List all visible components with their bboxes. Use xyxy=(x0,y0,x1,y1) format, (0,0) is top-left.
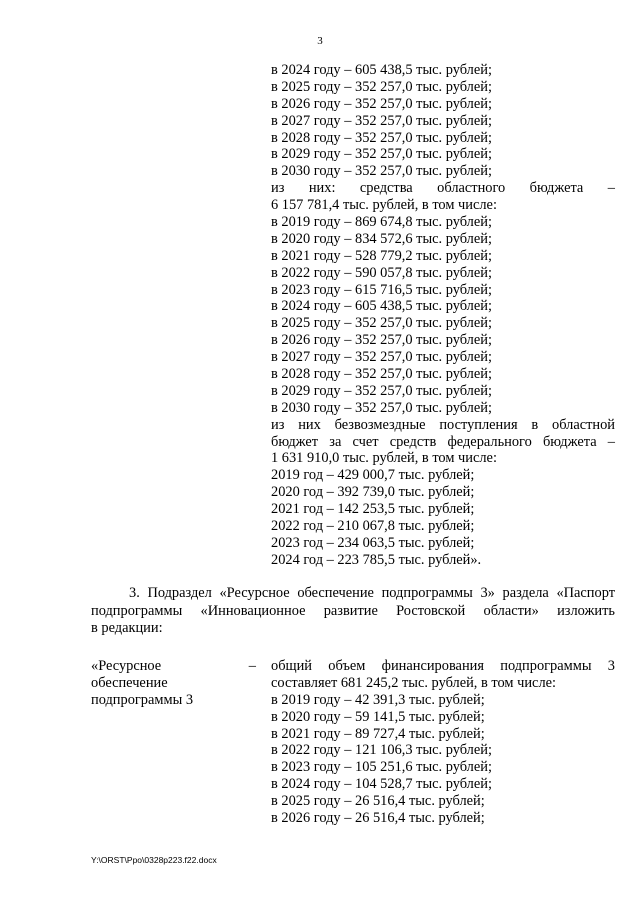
funding-line: в 2019 году – 869 674,8 тыс. рублей; xyxy=(271,214,492,231)
funding-line: в 2027 году – 352 257,0 тыс. рублей; xyxy=(271,112,492,129)
funding-line: в 2025 году – 26 516,4 тыс. рублей; xyxy=(271,793,485,810)
funding-block-top xyxy=(271,62,615,569)
funding-line: в 2024 году – 104 528,7 тыс. рублей; xyxy=(271,776,492,793)
funding-line: в 2022 году – 121 106,3 тыс. рублей; xyxy=(271,742,492,759)
funding-line: 2023 год – 234 063,5 тыс. рублей; xyxy=(271,534,475,551)
funding-line: 2022 год – 210 067,8 тыс. рублей; xyxy=(271,518,475,535)
funding-line: в 2026 году – 352 257,0 тыс. рублей; xyxy=(271,95,492,112)
funding-line: в 2030 году – 352 257,0 тыс. рублей; xyxy=(271,399,492,416)
funding-line: 2024 год – 223 785,5 тыс. рублей». xyxy=(271,551,482,568)
regional-budget-intro: из них: средства областного бюджета – xyxy=(271,180,615,197)
resource-value-column xyxy=(271,658,615,827)
section-3-paragraph xyxy=(91,585,615,638)
dash: – xyxy=(248,658,256,674)
funding-line: в 2022 году – 590 057,8 тыс. рублей; xyxy=(271,264,492,281)
federal-budget-intro: из них безвозмездные поступления в областной xyxy=(271,416,615,433)
resource-label: подпрограммы 3 xyxy=(91,691,194,708)
funding-line: в 2030 году – 352 257,0 тыс. рублей; xyxy=(271,163,492,180)
funding-line: в 2026 году – 26 516,4 тыс. рублей; xyxy=(271,810,485,827)
paragraph-line: в редакции: xyxy=(91,620,163,637)
funding-line: в 2025 году – 352 257,0 тыс. рублей; xyxy=(271,315,492,332)
resource-intro: общий объем финансирования подпрограммы 3 xyxy=(271,658,615,674)
regional-budget-total: 6 157 781,4 тыс. рублей, в том числе: xyxy=(271,197,497,214)
funding-line: в 2021 году – 528 779,2 тыс. рублей; xyxy=(271,247,492,264)
funding-line: в 2019 году – 42 391,3 тыс. рублей; xyxy=(271,691,485,708)
funding-line: в 2021 году – 89 727,4 тыс. рублей; xyxy=(271,725,485,742)
funding-line: 2019 год – 429 000,7 тыс. рублей; xyxy=(271,467,475,484)
funding-line: в 2027 году – 352 257,0 тыс. рублей; xyxy=(271,349,492,366)
funding-line: в 2024 году – 605 438,5 тыс. рублей; xyxy=(271,62,492,78)
funding-line: в 2029 году – 352 257,0 тыс. рублей; xyxy=(271,382,492,399)
paragraph-line: 3. Подраздел «Ресурсное обеспечение подпрограммы 3» раздела «Паспорт xyxy=(129,585,615,601)
funding-line: в 2028 году – 352 257,0 тыс. рублей; xyxy=(271,366,492,383)
file-path-footer: Y:\ORST\Ppo\0328p223.f22.docx xyxy=(91,855,217,865)
funding-line: в 2029 году – 352 257,0 тыс. рублей; xyxy=(271,146,492,163)
resource-label-column xyxy=(91,658,256,709)
funding-line: 2020 год – 392 739,0 тыс. рублей; xyxy=(271,484,475,501)
resource-label: обеспечение xyxy=(91,674,168,691)
page-number: 3 xyxy=(317,35,323,47)
funding-line: в 2024 году – 605 438,5 тыс. рублей; xyxy=(271,298,492,315)
funding-line: в 2023 году – 615 716,5 тыс. рублей; xyxy=(271,281,492,298)
funding-line: в 2020 году – 59 141,5 тыс. рублей; xyxy=(271,708,485,725)
funding-line: в 2020 году – 834 572,6 тыс. рублей; xyxy=(271,230,492,247)
funding-line: в 2028 году – 352 257,0 тыс. рублей; xyxy=(271,129,492,146)
federal-budget-total: 1 631 910,0 тыс. рублей, в том числе: xyxy=(271,450,497,467)
resource-label: «Ресурсное xyxy=(91,658,162,674)
funding-line: в 2025 году – 352 257,0 тыс. рублей; xyxy=(271,78,492,95)
funding-line: в 2023 году – 105 251,6 тыс. рублей; xyxy=(271,759,492,776)
resource-total: составляет 681 245,2 тыс. рублей, в том числе: xyxy=(271,674,557,691)
funding-line: 2021 год – 142 253,5 тыс. рублей; xyxy=(271,501,475,518)
paragraph-line: подпрограммы «Инновационное развитие Ростовской области» изложить xyxy=(91,602,615,619)
federal-budget-intro: бюджет за счет средств федерального бюджета – xyxy=(271,433,615,450)
funding-line: в 2026 году – 352 257,0 тыс. рублей; xyxy=(271,332,492,349)
